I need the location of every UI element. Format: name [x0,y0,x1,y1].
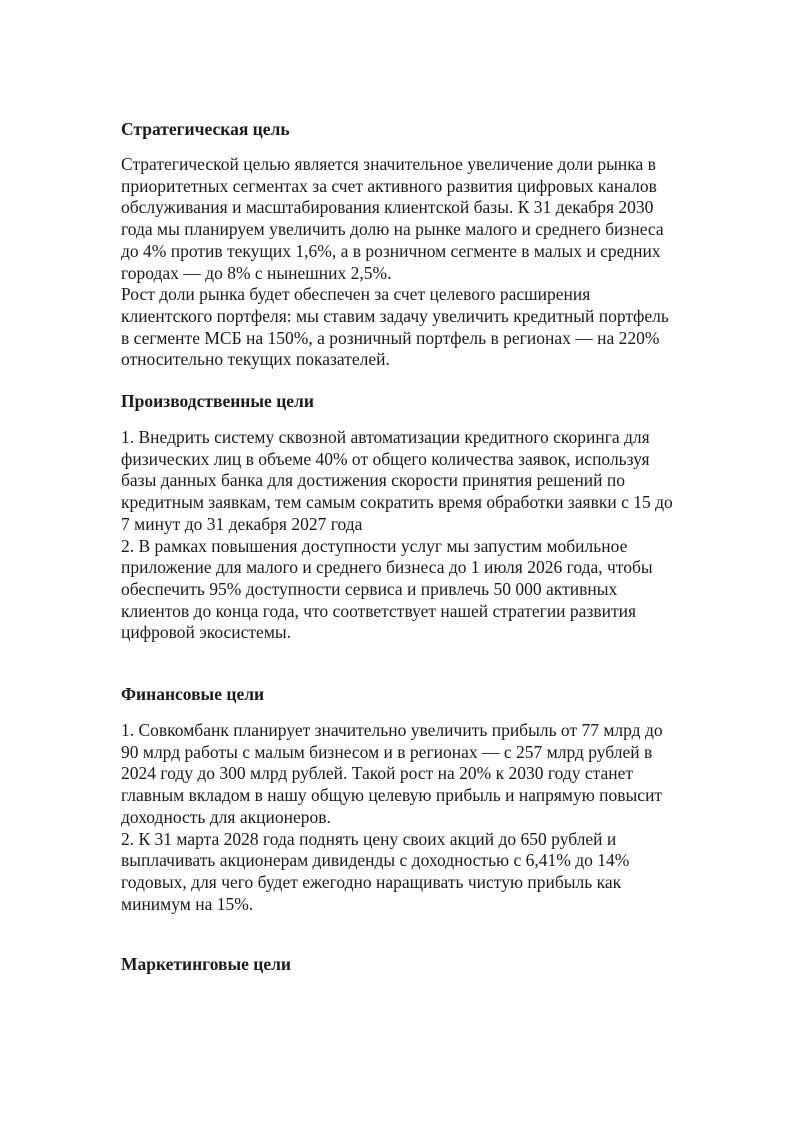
paragraph-financial-goal-1: 1. Совкомбанк планирует значительно увеличить прибыль от 77 млрд до 90 млрд работы с малым бизнесом и в регионах — с 257 млрд рублей в 2024 году до 300 млрд рублей. Такой рост на 20% к 2030 году станет главным вкладом в нашу общую целевую прибыль и напрямую повысит доходность для акционеров. [121,720,663,827]
paragraph-financial-goal-2: 2. К 31 марта 2028 года поднять цену своих акций до 650 рублей и выплачивать акционерам дивиденды с доходностью с 6,41% до 14% годовых, для чего будет ежегодно наращивать чистую прибыль как минимум на 15%. [121,828,630,914]
section-heading-marketing-goals: Маркетинговые цели [121,954,292,975]
paragraph-strategic-goal-1: Стратегической целью является значительное увеличение доли рынка в приоритетных сегментах за счет активного развития цифровых каналов обслуживания и масштабирования клиентской базы. К 31 декабря 2030 года мы планируем увеличить долю на рынке малого и среднего бизнеса до 4% против текущих 1,6%, а в розничном сегменте в малых и средних городах — до 8% с нынешних 2,5%. [121,154,664,283]
section-heading-financial-goals: Финансовые цели [121,684,265,705]
section-heading-strategic-goal: Стратегическая цель [121,119,290,139]
section-heading-production-goals: Производственные цели [121,391,314,412]
paragraph-production-goal-1: 1. Внедрить систему сквозной автоматизации кредитного скоринга для физических лиц в объеме 40% от общего количества заявок, используя базы данных банка для достижения скорости принятия решений по кредитным заявкам, тем самым сократить время обработки заявки с 15 до 7 минут до 31 декабря 2027 года [121,427,673,534]
paragraph-production-goal-2: 2. В рамках повышения доступности услуг мы запустим мобильное приложение для малого и среднего бизнеса до 1 июля 2026 года, чтобы обеспечить 95% доступности сервиса и привлечь 50 000 активных клиентов до конца года, что соответствует нашей стратегии развития цифровой экосистемы. [121,535,653,643]
paragraph-strategic-goal-2: Рост доли рынка будет обеспечен за счет целевого расширения клиентского портфеля: мы ставим задачу увеличить кредитный портфель в сегменте МСБ на 150%, а розничный портфель в регионах — на 220% относительно текущих показателей. [121,284,669,370]
document-page [121,118,681,975]
